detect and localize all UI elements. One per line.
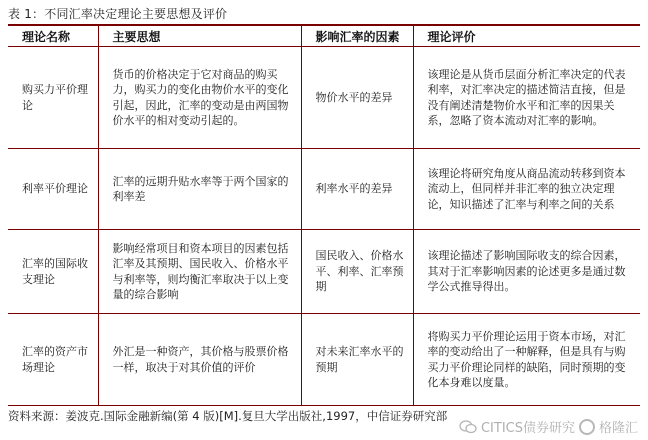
cell-theory-name: 购买力平价理论 — [8, 47, 98, 149]
cell-factors: 对未来汇率水平的预期 — [301, 314, 413, 406]
theory-table — [8, 26, 640, 406]
cell-evaluation: 该理论将研究角度从商品流动转移到资本流动上，但同样并非汇率的独立决定理论，知识描述了汇率与利率之间的关系 — [413, 149, 640, 230]
header-main-idea: 主要思想 — [98, 26, 301, 47]
header-theory-name: 理论名称 — [8, 26, 98, 47]
cell-main-idea: 外汇是一种资产，其价格与股票价格一样，取决于对其价值的评价 — [98, 314, 301, 406]
table-row — [8, 47, 640, 149]
header-factors: 影响汇率的因素 — [301, 26, 413, 47]
cell-factors: 利率水平的差异 — [301, 149, 413, 230]
gelonghui-logo-icon — [579, 419, 595, 435]
cell-theory-name: 汇率的资产市场理论 — [8, 314, 98, 406]
watermark — [459, 417, 638, 436]
header-evaluation: 理论评价 — [413, 26, 640, 47]
table-caption: 表 1：不同汇率决定理论主要思想及评价 — [8, 7, 228, 21]
table-row — [8, 314, 640, 406]
watermark-text: CITICS债券研究 — [480, 421, 575, 436]
cell-factors: 国民收入、价格水平、利率、汇率预期 — [301, 230, 413, 314]
cell-evaluation: 将购买力平价理论运用于资本市场，对汇率的变动给出了一种解释，但是具有与购买力平价理论同样的缺陷，同时预期的变化本身难以度量。 — [413, 314, 640, 406]
cell-theory-name: 利率平价理论 — [8, 149, 98, 230]
cell-factors: 物价水平的差异 — [301, 47, 413, 149]
table-header-row — [8, 26, 640, 47]
cell-main-idea: 汇率的远期升贴水率等于两个国家的利率差 — [98, 149, 301, 230]
cell-main-idea: 货币的价格决定于它对商品的购买力，购买力的变化由物价水平的变化引起，因此，汇率的变动是由两国物价水平的相对变动引起的。 — [98, 47, 301, 149]
table-row — [8, 230, 640, 314]
cell-evaluation: 该理论描述了影响国际收支的综合因素，其对于汇率影响因素的论述更多是通过数学公式推导得出。 — [413, 230, 640, 314]
wechat-icon — [459, 420, 477, 434]
table-row — [8, 149, 640, 230]
watermark-logo-text: 格隆汇 — [598, 421, 638, 436]
cell-main-idea: 影响经常项目和资本项目的因素包括汇率及其预期、国民收入、价格水平与利率等，则均衡汇率取决于以上变量的综合影响 — [98, 230, 301, 314]
cell-evaluation: 该理论是从货币层面分析汇率决定的代表利率，对汇率决定的描述简洁直接，但是没有阐述清楚物价水平和汇率的因果关系，忽略了资本流动对汇率的影响。 — [413, 47, 640, 149]
cell-theory-name: 汇率的国际收支理论 — [8, 230, 98, 314]
source-note: 资料来源：姜波克.国际金融新编(第 4 版)[M].复旦大学出版社,1997，中信证券研究部 — [8, 409, 448, 423]
document-page — [8, 6, 640, 424]
